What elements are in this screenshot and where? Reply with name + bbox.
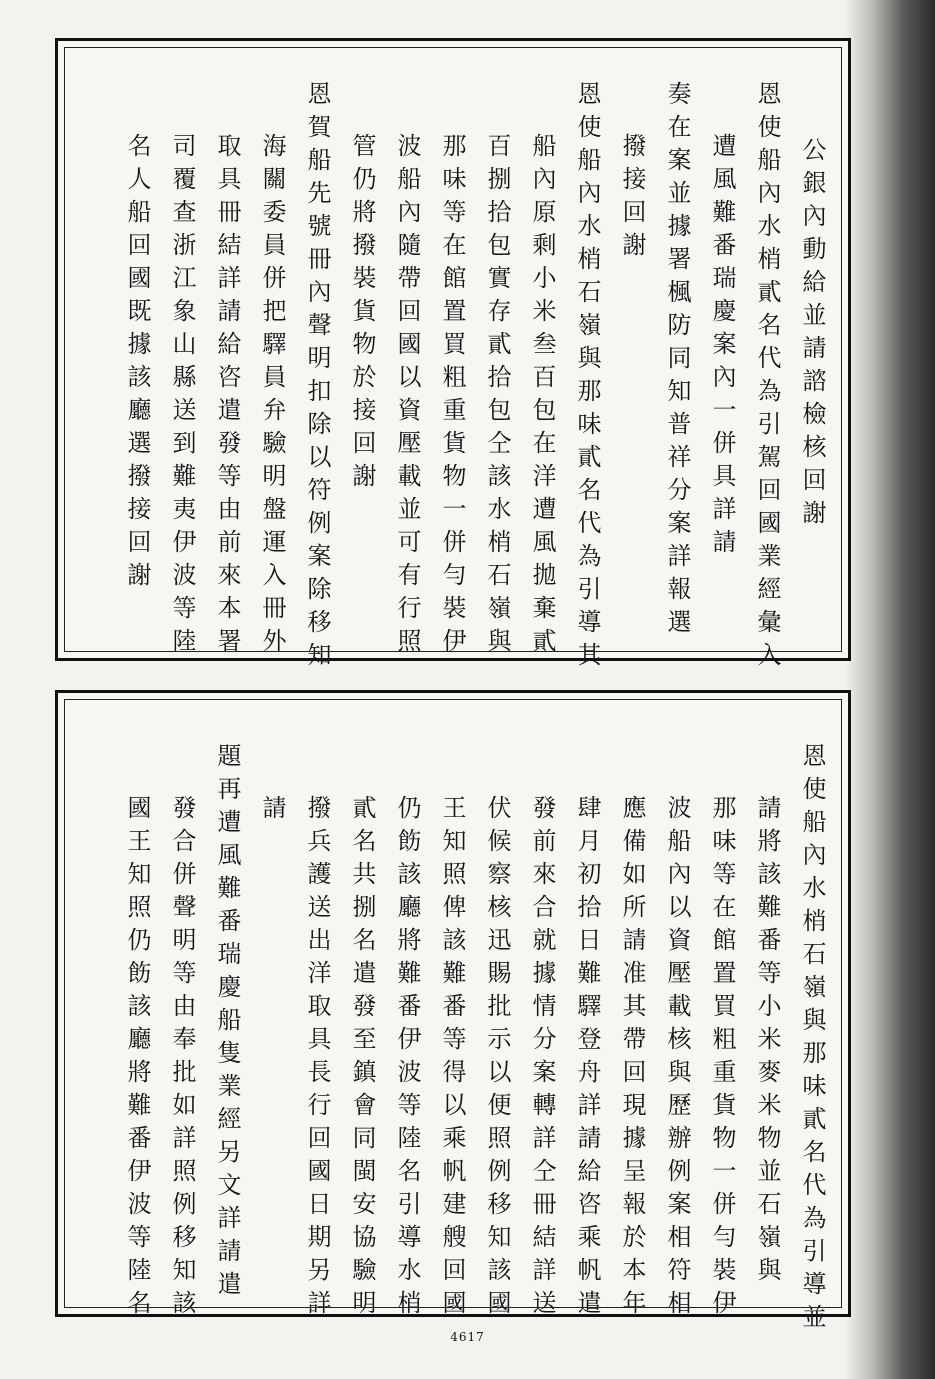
text-column: 波船內隨帶回國以資壓載並可有行照 xyxy=(393,133,421,661)
text-column: 王知照俾該難番等得以乘帆建艘回國 xyxy=(438,795,466,1323)
text-column: 發合併聲明等由奉批如詳照例移知該 xyxy=(168,795,196,1323)
text-column: 撥接回謝 xyxy=(618,133,646,265)
text-column: 題再遭風難番瑞慶船隻業經另文詳請遣 xyxy=(213,743,241,1304)
text-column: 遭風難番瑞慶案內一併具詳請 xyxy=(708,133,736,562)
text-column: 波船內以資壓載核與歷辦例案相符相 xyxy=(663,795,691,1323)
text-column: 管仍將撥裝貨物於接回謝 xyxy=(348,133,376,496)
text-column: 請將該難番等小米麥米物並石嶺與 xyxy=(753,795,781,1290)
text-column: 貳名共捌名遣發至鎮會同閩安協驗明 xyxy=(348,795,376,1323)
text-column: 伏候察核迅賜批示以便照例移知該國 xyxy=(483,795,511,1323)
text-column: 仍飭該廳將難番伊波等陸名引導水梢 xyxy=(393,795,421,1323)
text-column: 發前來合就據情分案轉詳仝冊結詳送 xyxy=(528,795,556,1323)
text-column: 撥兵護送出洋取具長行回國日期另詳 xyxy=(303,795,331,1323)
text-column: 取具冊結詳請給咨遣發等由前來本署 xyxy=(213,133,241,661)
text-column: 公銀內動給並請諮檢核回謝 xyxy=(798,137,826,533)
book-spine-shadow xyxy=(845,0,935,1379)
text-column: 司覆查浙江象山縣送到難夷伊波等陸 xyxy=(168,133,196,661)
text-column: 恩賀船先號冊內聲明扣除以符例案除移知 xyxy=(303,81,331,675)
text-column: 恩使船內水梢貳名代為引駕回國業經彙入 xyxy=(753,81,781,675)
upper-text-panel xyxy=(55,38,851,675)
text-column: 國王知照仍飭該廳將難番伊波等陸名 xyxy=(123,795,151,1323)
text-column: 奏在案並據署楓防同知普祥分案詳報選 xyxy=(663,81,691,642)
text-column: 肆月初拾日難驛登舟詳請給咨乘帆遣 xyxy=(573,795,601,1323)
text-column: 船內原剩小米叁百包在洋遭風拋棄貳 xyxy=(528,133,556,661)
text-column: 應備如所請准其帶回現據呈報於本年 xyxy=(618,795,646,1323)
text-column: 那味等在館置買粗重貨物一併勻裝伊 xyxy=(708,795,736,1323)
text-column: 百捌拾包實存貳拾包仝該水梢石嶺與 xyxy=(483,133,511,661)
text-column: 海關委員併把驛員弁驗明盤運入冊外 xyxy=(258,133,286,661)
text-column: 那味等在館置買粗重貨物一併勻裝伊 xyxy=(438,133,466,661)
page-number: 4617 xyxy=(450,1330,485,1344)
text-column: 恩使船內水梢石嶺與那味貳名代為引導並 xyxy=(798,743,826,1337)
text-column: 請 xyxy=(258,795,286,828)
upper-columns xyxy=(58,41,848,675)
text-column: 名人船回國既據該廳選撥接回謝 xyxy=(123,133,151,595)
text-column: 恩使船內水梢石嶺與那味貳名代為引導其 xyxy=(573,81,601,675)
